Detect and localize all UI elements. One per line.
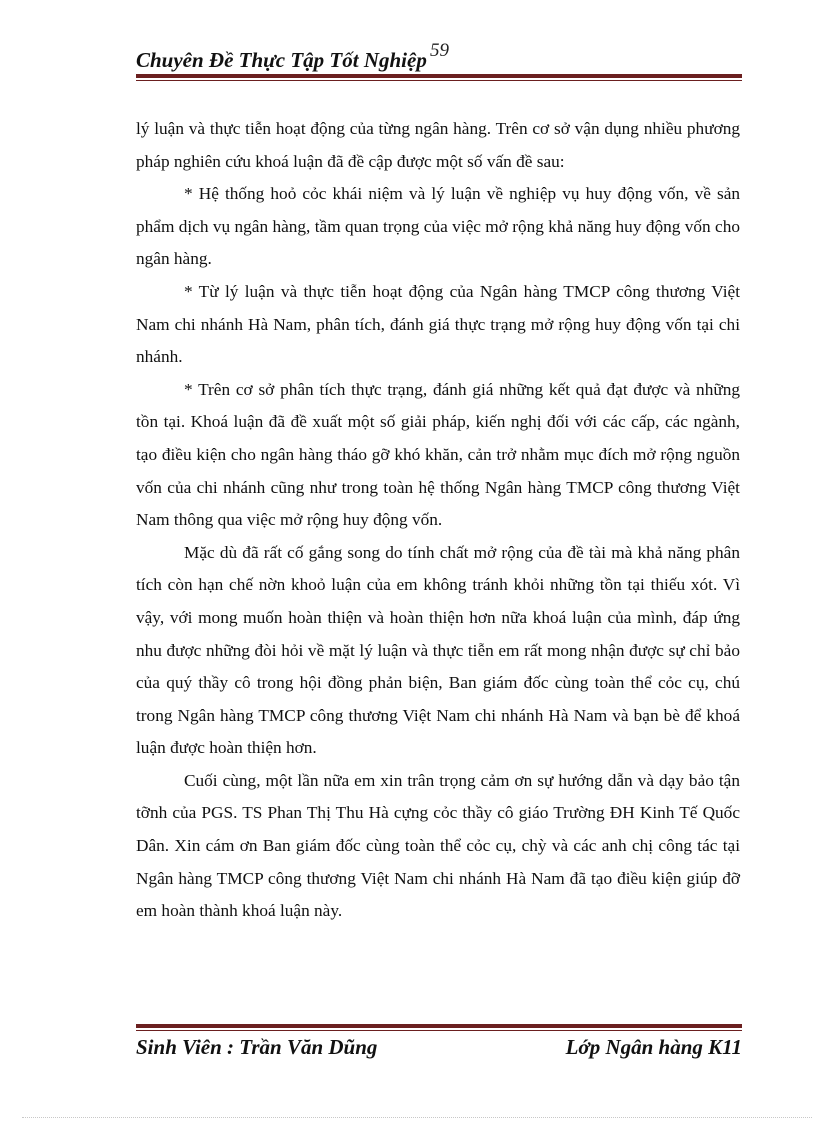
class-name: Lớp Ngân hàng K11 bbox=[565, 1035, 742, 1059]
paragraph: Mặc dù đã rất cố gắng song do tính chất mở rộng của đề tài mà khả năng phân tích còn hạn chế nờn khoỏ luận của em không tránh khỏi những tồn tại thiếu xót. Vì vậy, với mong muốn hoàn thiện và hoàn thiện hơn nữa khoá luận của mình, đáp ứng nhu được những đòi hỏi về mặt lý luận và thực tiễn em rất mong nhận được sự chỉ bảo của quý thầy cô trong hội đồng phản biện, Ban giám đốc cùng toàn thể cỏc cụ, chú trong Ngân hàng TMCP công thương Việt Nam chi nhánh Hà Nam và bạn bè để khoá luận được hoàn thiện hơn. bbox=[136, 542, 740, 758]
paragraph: * Trên cơ sở phân tích thực trạng, đánh giá những kết quả đạt được và những tồn tại. Khoá luận đã đề xuất một số giải pháp, kiến nghị đối với các cấp, các ngành, tạo điều kiện cho ngân hàng tháo gỡ khó khăn, cản trở nhằm mục đích mở rộng nguồn vốn của chi nhánh cũng như trong toàn hệ thống Ngân hàng TMCP công thương Việt Nam thông qua việc mở rộng huy động vốn. bbox=[136, 379, 740, 530]
paragraph: * Hệ thống hoỏ cỏc khái niệm và lý luận về nghiệp vụ huy động vốn, về sản phẩm dịch vụ ngân hàng, tầm quan trọng của việc mở rộng khả năng huy động vốn cho ngân hàng. bbox=[136, 184, 740, 269]
header-divider bbox=[136, 74, 742, 81]
document-title: Chuyên Đề Thực Tập Tốt Nghiệp bbox=[136, 48, 427, 72]
page-header bbox=[136, 40, 742, 75]
page-number: 59 bbox=[430, 40, 449, 61]
page-footer bbox=[136, 1030, 742, 1064]
paragraph: Cuối cùng, một lần nữa em xin trân trọng cảm ơn sự hướng dẫn và dạy bảo tận tỡnh của PGS. TS Phan Thị Thu Hà cựng cỏc thầy cô giáo Trường ĐH Kinh Tế Quốc Dân. Xin cám ơn Ban giám đốc cùng toàn thể cỏc cụ, chỳ và các anh chị công tác tại Ngân hàng TMCP công thương Việt Nam chi nhánh Hà Nam đã tạo điều kiện giúp đỡ em hoàn thành khoá luận này. bbox=[136, 770, 740, 921]
student-name: Sinh Viên : Trần Văn Dũng bbox=[136, 1035, 378, 1059]
paragraph: * Từ lý luận và thực tiễn hoạt động của Ngân hàng TMCP công thương Việt Nam chi nhánh Hà Nam, phân tích, đánh giá thực trạng mở rộng huy động vốn tại chi nhánh. bbox=[136, 281, 740, 367]
paragraph: lý luận và thực tiễn hoạt động của từng ngân hàng. Trên cơ sở vận dụng nhiều phương pháp nghiên cứu khoá luận đã đề cập được một số vấn đề sau: bbox=[136, 119, 740, 171]
page-bottom-edge bbox=[22, 1117, 812, 1118]
body-text bbox=[136, 113, 740, 928]
